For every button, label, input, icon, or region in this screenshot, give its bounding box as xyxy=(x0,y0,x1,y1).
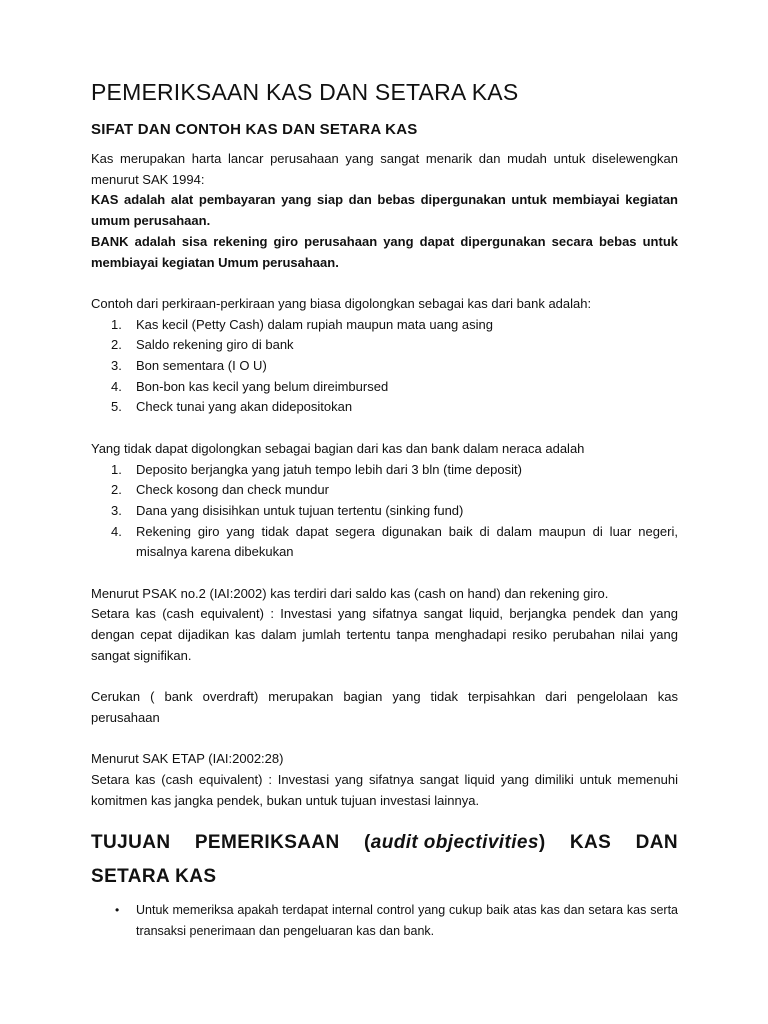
list-item xyxy=(91,501,678,522)
list-text: Check kosong dan check mundur xyxy=(136,482,329,498)
section-heading-tujuan xyxy=(91,826,678,894)
definition-kas: KAS adalah alat pembayaran yang siap dan bebas dipergunakan untuk membiayai kegiatan umum perusahaan. xyxy=(91,192,678,229)
heading-italic-term: audit objectivities xyxy=(370,832,539,854)
list-item xyxy=(91,480,678,501)
list-item xyxy=(91,377,678,398)
tujuan-bullet-list xyxy=(91,900,678,941)
list-text: Saldo rekening giro di bank xyxy=(136,337,294,353)
bullet-text: Untuk memeriksa apakah terdapat internal control yang cukup baik atas kas dan setara kas serta transaksi penerimaan dan pengeluaran kas dan bank. xyxy=(136,903,678,939)
heading-word: PEMERIKSAAN xyxy=(194,832,340,854)
definition-bank: BANK adalah sisa rekening giro perusahaan yang dapat dipergunakan secara bebas untuk membiayai kegiatan Umum perusahaan. xyxy=(91,233,678,270)
list-item xyxy=(91,315,678,336)
list-text: Dana yang disisihkan untuk tujuan tertentu (sinking fund) xyxy=(136,502,464,518)
list-number: 1. xyxy=(111,461,122,477)
list-number: 4. xyxy=(111,378,122,394)
list-text: Kas kecil (Petty Cash) dalam rupiah maupun mata uang asing xyxy=(136,316,493,332)
list-number: 1. xyxy=(111,316,122,332)
list-number: 5. xyxy=(111,399,122,415)
heading-word: ) xyxy=(538,832,546,854)
heading-line-2: SETARA KAS xyxy=(91,866,217,888)
bullet-item xyxy=(91,900,678,941)
heading-word: KAS xyxy=(569,832,612,854)
list-text: Bon sementara (I O U) xyxy=(136,358,267,374)
list-item xyxy=(91,397,678,418)
tidak-lead: Yang tidak dapat digolongkan sebagai bagian dari kas dan bank dalam neraca adalah xyxy=(91,440,585,456)
list-number: 2. xyxy=(111,482,122,498)
list-item xyxy=(91,356,678,377)
list-number: 3. xyxy=(111,502,122,518)
bullet-icon: • xyxy=(115,903,120,918)
heading-paren-group xyxy=(364,826,546,860)
psak-paragraph: Menurut PSAK no.2 (IAI:2002) kas terdiri dari saldo kas (cash on hand) dan rekening giro. xyxy=(91,585,609,601)
list-text: Check tunai yang akan didepositokan xyxy=(136,399,353,415)
contoh-list xyxy=(91,315,678,419)
cerukan-paragraph: Cerukan ( bank overdraft) merupakan bagian yang tidak terpisahkan dari pengelolaan kas perusahaan xyxy=(91,689,678,725)
setara-kas-psak: Setara kas (cash equivalent) : Investasi yang sifatnya sangat liquid, berjangka pendek dan yang dengan cepat dijadikan kas dalam jumlah tertentu tanpa menghadapi resiko perubahan nilai yang sangat signifikan. xyxy=(91,606,678,663)
heading-word: TUJUAN xyxy=(91,832,171,854)
list-item xyxy=(91,522,678,563)
list-text: Rekening giro yang tidak dapat segera digunakan baik di dalam maupun di luar negeri, misalnya karena dibekukan xyxy=(136,523,678,560)
sak-etap-heading: Menurut SAK ETAP (IAI:2002:28) xyxy=(91,751,284,767)
document-title: PEMERIKSAAN KAS DAN SETARA KAS xyxy=(91,79,519,105)
setara-kas-etap: Setara kas (cash equivalent) : Investasi yang sifatnya sangat liquid yang dimiliki untuk memenuhi komitmen kas jangka pendek, bukan untuk tujuan investasi lainnya. xyxy=(91,772,678,808)
heading-word: ( xyxy=(364,832,371,854)
list-number: 2. xyxy=(111,337,122,353)
list-number: 4. xyxy=(111,523,122,539)
section-subtitle: SIFAT DAN CONTOH KAS DAN SETARA KAS xyxy=(91,121,418,138)
list-item xyxy=(91,335,678,356)
list-text: Deposito berjangka yang jatuh tempo lebih dari 3 bln (time deposit) xyxy=(136,461,522,477)
contoh-lead: Contoh dari perkiraan-perkiraan yang biasa digolongkan sebagai kas dari bank adalah: xyxy=(91,295,592,311)
tidak-list xyxy=(91,460,678,564)
list-item xyxy=(91,460,678,481)
heading-line-1 xyxy=(91,826,678,860)
heading-word: DAN xyxy=(635,832,678,854)
list-number: 3. xyxy=(111,358,122,374)
intro-paragraph: Kas merupakan harta lancar perusahaan yang sangat menarik dan mudah untuk diselewengkan menurut SAK 1994: xyxy=(91,151,678,187)
document-page xyxy=(91,76,678,942)
list-text: Bon-bon kas kecil yang belum direimbursed xyxy=(136,378,389,394)
